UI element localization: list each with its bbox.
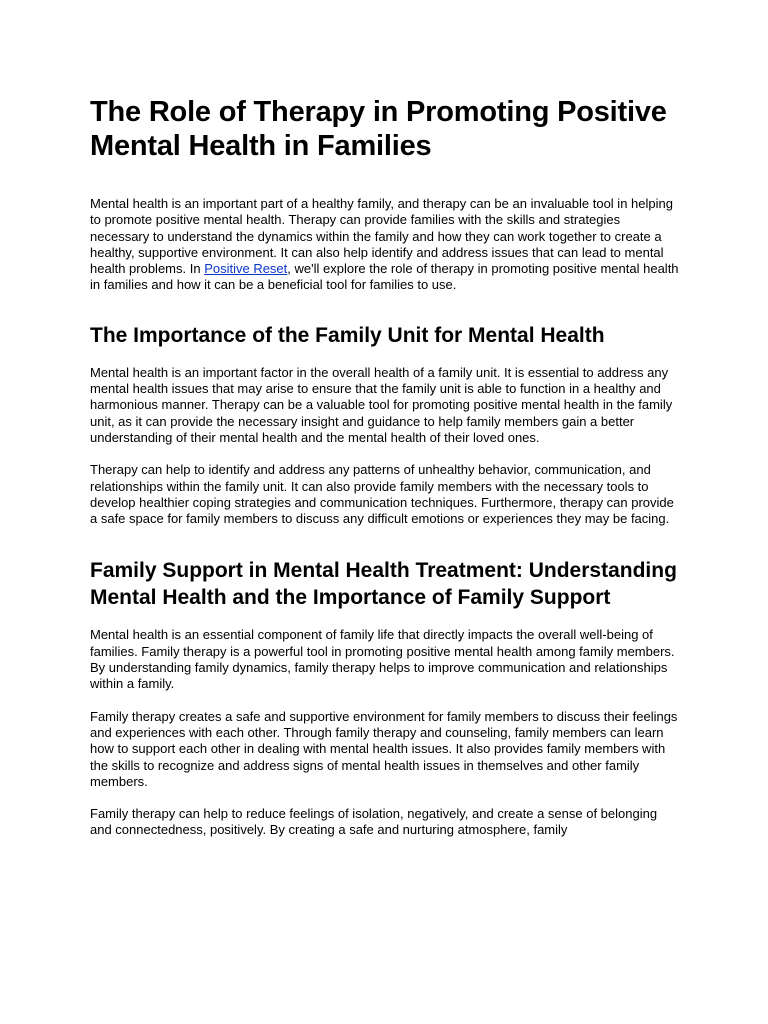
positive-reset-link[interactable]: Positive Reset — [204, 261, 288, 277]
section-paragraph: Family therapy can help to reduce feelings of isolation, negatively, and create a sense of belonging and connectedness, positively. By creating a safe and nurturing atmosphere, family — [90, 806, 658, 838]
page-title: The Role of Therapy in Promoting Positive Mental Health in Families — [90, 96, 667, 162]
section-heading-family-support: Family Support in Mental Health Treatment: Understanding Mental Health and the Importance of Family Support — [90, 559, 677, 610]
intro-text-before-link: Mental health is an important part of a healthy family, and therapy can be an invaluable tool in helping to promote positive mental health. Therapy can provide families with the skills and strategies necessary to understand the dynamics within the family and how they can work together to create a healthy, supportive environment. It can also help identify and address issues that can lead to mental health problems. In — [90, 196, 673, 277]
section-heading-family-unit: The Importance of the Family Unit for Mental Health — [90, 323, 605, 347]
section-paragraph: Mental health is an essential component of family life that directly impacts the overall well-being of families. Family therapy is a powerful tool in promoting positive mental health among family members. By understanding family dynamics, family therapy helps to improve communication and relationships within a family. — [90, 627, 675, 692]
document-page — [90, 95, 682, 839]
section-paragraph: Mental health is an important factor in the overall health of a family unit. It is essential to address any mental health issues that may arise to ensure that the family unit is able to function in a healthy and harmonious manner. Therapy can be a valuable tool for promoting positive mental health in the family unit, as it can provide the necessary insight and guidance to help family members gain a better understanding of their mental health and the mental health of their loved ones. — [90, 364, 673, 445]
intro-text-after-link: , we'll explore the role of therapy in promoting positive mental health in families and how it can be a beneficial tool for families to use. — [90, 261, 679, 293]
section-paragraph: Family therapy creates a safe and supportive environment for family members to discuss their feelings and experiences with each other. Through family therapy and counseling, family members can learn how to support each other in dealing with mental health issues. It also provides family members with the skills to recognize and address signs of mental health issues in themselves and other family members. — [90, 708, 678, 789]
intro-paragraph — [90, 196, 682, 294]
section-paragraph: Therapy can help to identify and address any patterns of unhealthy behavior, communication, and relationships within the family unit. It can also provide family members with the necessary tools to develop healthier coping strategies and communication techniques. Furthermore, therapy can provide a safe space for family members to discuss any difficult emotions or experiences they may be facing. — [90, 462, 674, 527]
